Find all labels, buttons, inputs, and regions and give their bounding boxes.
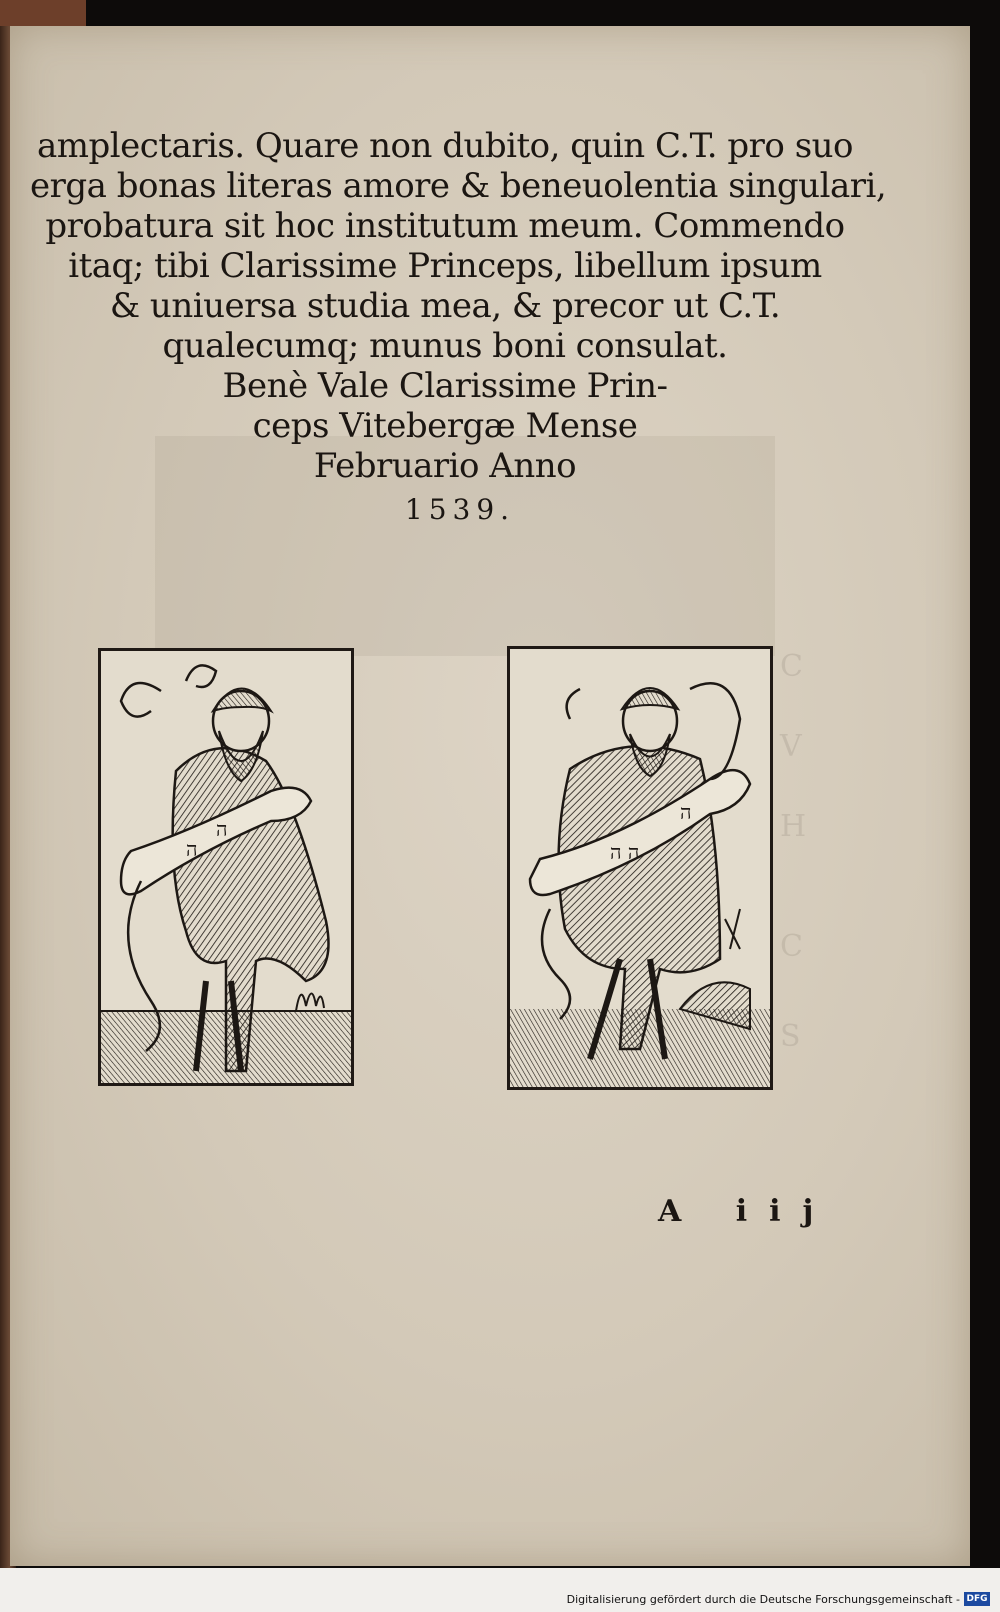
signature-mark: A iij [658,1194,836,1229]
text-line: Februario Anno [313,446,577,486]
text-line: itaq; tibi Clarissime Princeps, libellum ipsum [68,246,822,286]
prophet-woodcut-right [507,646,773,1090]
svg-text:ה: ה [216,817,228,841]
book-page [10,26,970,1566]
show-through-letter: V [780,729,802,764]
text-line: qualecumq; munus boni consulat. [162,326,728,366]
svg-text:ה: ה [186,837,198,861]
text-line: ceps Vitebergæ Mense [252,406,638,446]
prophet-woodcut-left [98,648,354,1086]
text-line: amplectaris. Quare non dubito, quin C.T. pro suo [36,126,854,166]
dedication-text [30,126,887,530]
text-line: Benè Vale Clarissime Prin- [222,366,668,406]
show-through-letter: S [780,1019,801,1054]
dfg-logo-icon: DFG [964,1592,990,1606]
book-cover-corner [0,0,86,26]
text-line: probatura sit hoc institutum meum. Commendo [45,206,845,246]
text-line: & uniuersa studia mea, & precor ut C.T. [109,286,781,326]
date-year: 1539. [404,493,516,526]
text-line: erga bonas literas amore & beneuolentia singulari, [30,166,887,206]
prophet-with-scroll-woodcut-left-icon [101,651,351,1083]
show-through-letter: C [780,929,803,964]
prophet-with-scroll-woodcut-right-icon [510,649,770,1087]
svg-text:ה: ה [680,800,692,824]
footer-credit: Digitalisierung gefördert durch die Deutsche Forschungsgemeinschaft - [566,1593,960,1606]
show-through-letter: H [780,809,807,844]
show-through-letter: C [780,649,803,684]
svg-text:ה ה: ה ה [610,840,640,864]
